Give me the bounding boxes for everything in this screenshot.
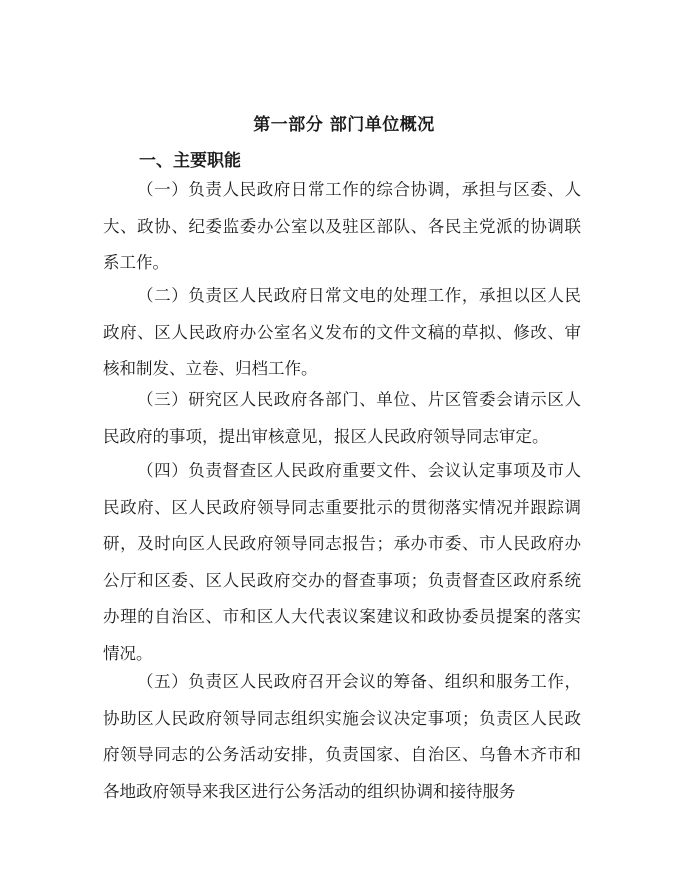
paragraph-4: （四）负责督查区人民政府重要文件、会议认定事项及市人民政府、区人民政府领导同志重要批示的贯彻落实情况并跟踪调研，及时向区人民政府领导同志报告；承办市委、市人民政府办公厅和区委、区人民政府交办的督查事项；负责督查区政府系统办理的自治区、市和区人大代表议案建议和政协委员提案的落实情况。 [103, 461, 581, 663]
page-title: 第一部分 部门单位概况 [253, 115, 435, 135]
paragraph-1: （一）负责人民政府日常工作的综合协调，承担与区委、人大、政协、纪委监委办公室以及驻区部队、各民主党派的协调联系工作。 [103, 180, 581, 272]
paragraph-5: （五）负责区人民政府召开会议的筹备、组织和服务工作，协助区人民政府领导同志组织实施会议决定事项；负责区人民政府领导同志的公务活动安排，负责国家、自治区、乌鲁木齐市和各地政府领导来我区进行公务活动的组织协调和接待服务 [103, 672, 581, 801]
paragraph-2: （二）负责区人民政府日常文电的处理工作，承担以区人民政府、区人民政府办公室名义发布的文件文稿的草拟、修改、审核和制发、立卷、归档工作。 [103, 286, 581, 378]
paragraph-3: （三）研究区人民政府各部门、单位、片区管委会请示区人民政府的事项，提出审核意见，报区人民政府领导同志审定。 [103, 390, 581, 446]
section-heading-main-functions: 一、主要职能 [139, 151, 241, 171]
